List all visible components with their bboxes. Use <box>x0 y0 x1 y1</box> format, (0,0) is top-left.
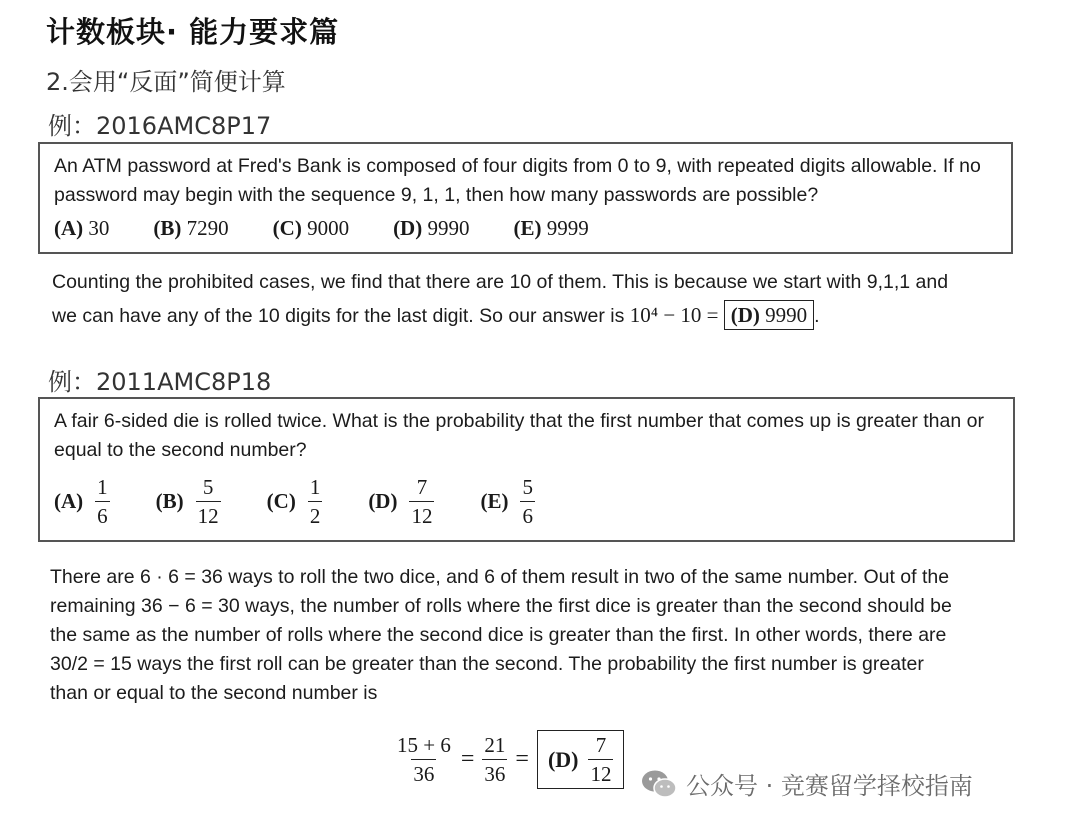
answer-box-2: (D) $\frac{7}{12}$ <box>537 730 625 789</box>
solution-2-line: the same as the number of rolls where the second dice is greater than the first. In other words, there are <box>50 624 947 646</box>
problem-box-2 <box>38 397 1015 542</box>
solution-1-math: 10⁴ − 10 = <box>629 303 724 327</box>
fraction-2: $\frac{21}{36}$ <box>484 733 506 786</box>
solution-1-line-1: Counting the prohibited cases, we find that there are 10 of them. This is because we start with 9,1,1 and <box>52 271 949 293</box>
answer-box-1: (D) 9990 <box>724 300 814 330</box>
choices-2 <box>54 475 581 528</box>
watermark <box>640 766 973 801</box>
problem-box-1 <box>38 142 1013 254</box>
solution-1-line-2: we can have any of the 10 digits for the last digit. So our answer is 10⁴ − 10 = (D) 9990 . <box>52 300 1042 331</box>
choice-d: (D) $\frac{7}{12}$ <box>368 475 433 528</box>
section-subtitle: 2.会用“反面”简便计算 <box>46 68 286 96</box>
choice-b: (B) $\frac{5}{12}$ <box>155 475 219 528</box>
solution-2-line: remaining 36 − 6 = 30 ways, the number of rolls where the first dice is greater than the second should be <box>50 595 952 617</box>
fraction: $\frac{1}{2}$ <box>309 475 321 528</box>
wechat-icon <box>640 768 678 800</box>
watermark-text: 公众号 · 竞赛留学择校指南 <box>686 772 973 800</box>
solution-2-line: There are 6 · 6 = 36 ways to roll the two dice, and 6 of them result in two of the same number. Out of the <box>50 566 950 588</box>
choice-b: (B) 7290 <box>153 216 229 240</box>
example-1-label: 例：2016AMC8P17 <box>48 112 272 140</box>
solution-2-line: than or equal to the second number is <box>50 682 378 704</box>
solution-1-text: we can have any of the 10 digits for the last digit. So our answer is <box>52 305 630 327</box>
fraction: $\frac{5}{6}$ <box>522 475 533 528</box>
page-title: 计数板块· 能力要求篇 <box>46 15 340 49</box>
fraction-1: $\frac{15 + 6}{36}$ <box>397 733 451 786</box>
choice-c: (C) 9000 <box>272 216 350 240</box>
choice-e: (E) $\frac{5}{6}$ <box>480 475 533 528</box>
choice-a: (A) $\frac{1}{6}$ <box>54 475 108 528</box>
choices-1 <box>54 216 633 241</box>
choice-e: (E) 9999 <box>513 216 589 240</box>
solution-1 <box>52 268 1042 331</box>
choice-c: (C) $\frac{1}{2}$ <box>266 475 321 528</box>
solution-2 <box>50 563 1050 708</box>
fraction: $\frac{5}{12}$ <box>197 475 219 528</box>
answer-fraction: $\frac{7}{12}$ <box>590 733 612 786</box>
fraction: $\frac{1}{6}$ <box>97 475 108 528</box>
solution-2-line: 30/2 = 15 ways the first roll can be greater than the second. The probability the first number is greater <box>50 653 924 675</box>
problem-2-text: A fair 6-sided die is rolled twice. What is the probability that the first number that comes up is greater than or equal to the second number? <box>54 410 984 461</box>
choice-d: (D) 9990 <box>393 216 470 240</box>
example-2-label: 例：2011AMC8P18 <box>48 368 272 396</box>
choice-a: (A) 30 <box>54 216 110 240</box>
display-equation: $\frac{15 + 6}{36}$ = $\frac{21}{36}$ = (D) $\frac{7}{12}$ <box>395 730 624 789</box>
problem-1-text: An ATM password at Fred's Bank is composed of four digits from 0 to 9, with repeated digits allowable. If no password may begin with the sequence 9, 1, 1, then how many passwords are possible? <box>54 155 981 206</box>
fraction: $\frac{7}{12}$ <box>411 475 433 528</box>
